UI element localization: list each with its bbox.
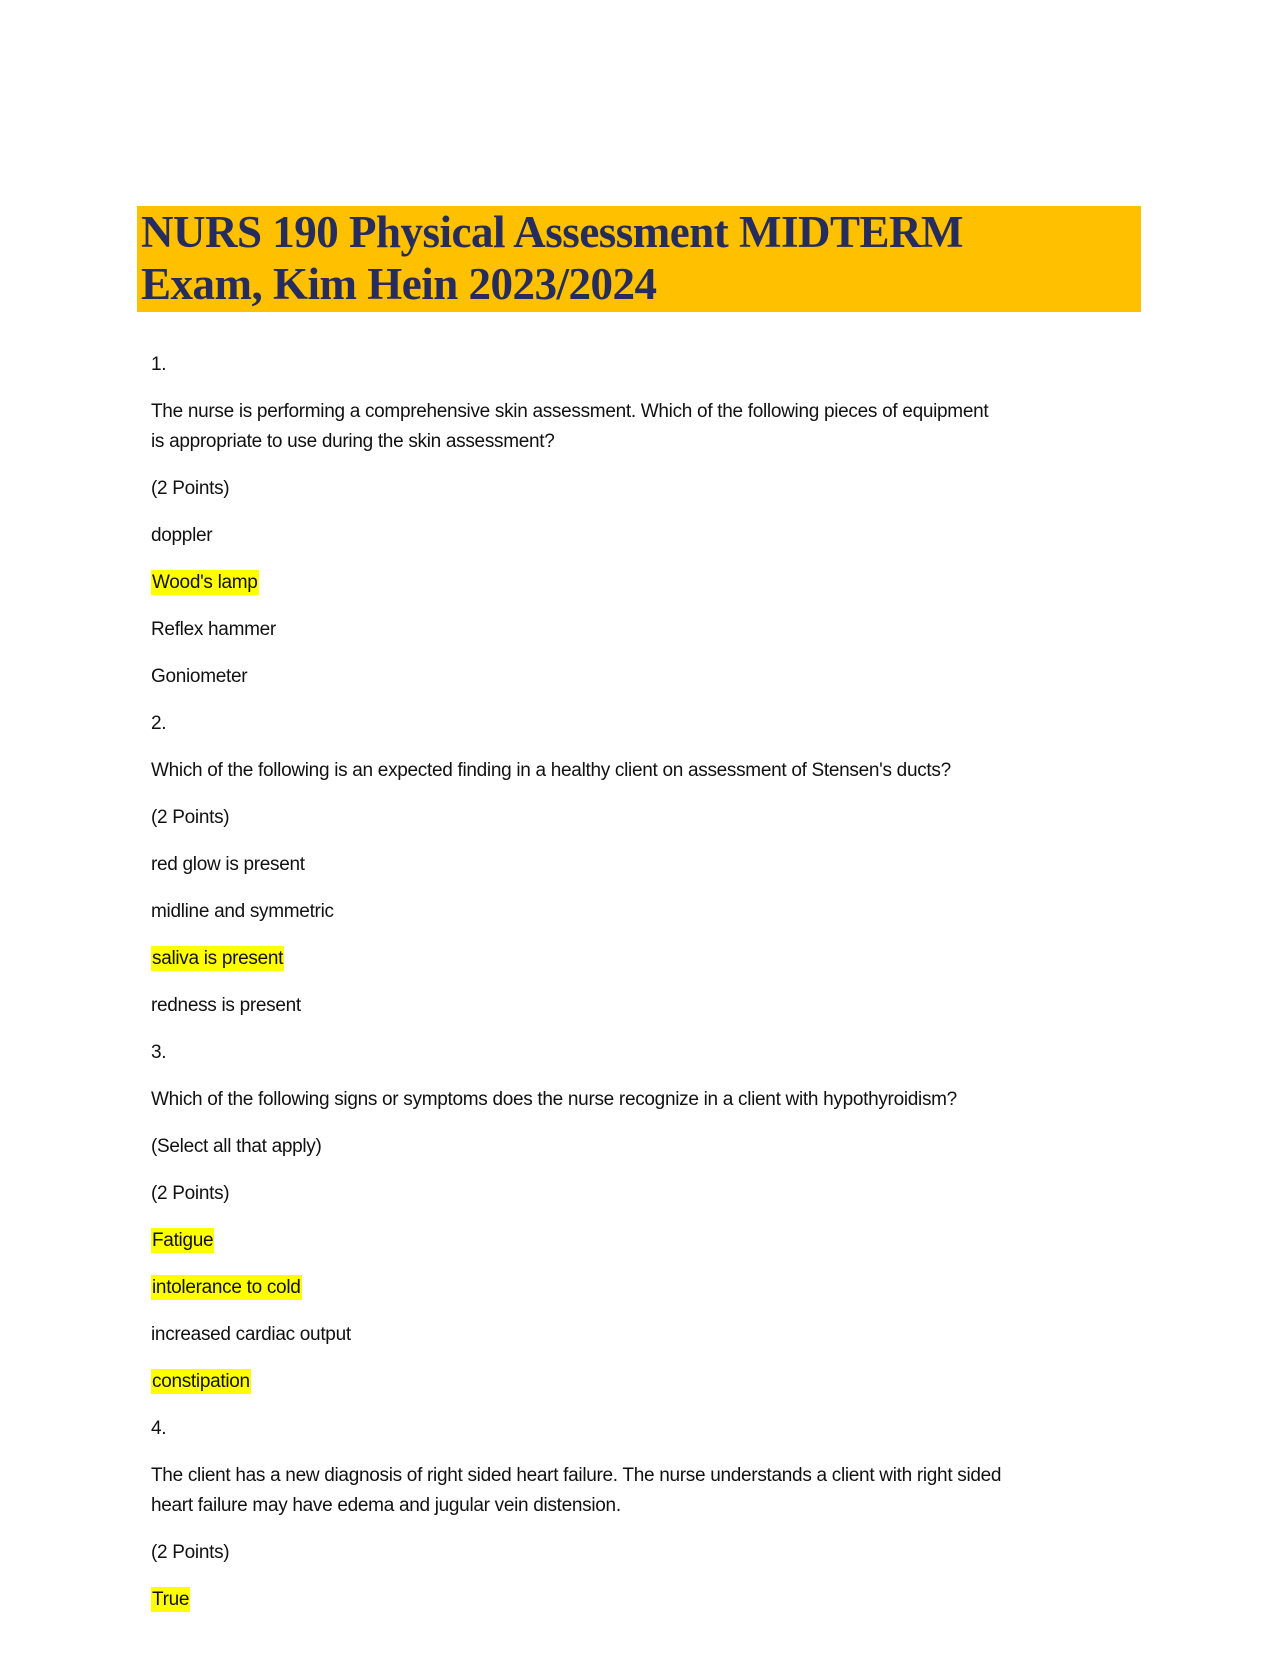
question-number: 2. bbox=[151, 713, 167, 734]
answer-option: Goniometer bbox=[151, 666, 248, 687]
title-line-2: Exam, Kim Hein 2023/2024 bbox=[141, 259, 657, 309]
question-text: Which of the following is an expected finding in a healthy client on assessment of Stensen's ducts? bbox=[151, 760, 951, 781]
question-number: 4. bbox=[151, 1418, 167, 1439]
answer-option-correct: Fatigue bbox=[152, 1230, 214, 1251]
question-number: 3. bbox=[151, 1042, 167, 1063]
question-points: (2 Points) bbox=[151, 1183, 230, 1204]
question-text: The nurse is performing a comprehensive skin assessment. Which of the following pieces of equipment is appropriate to use during the skin assessment? bbox=[151, 401, 989, 452]
document-title bbox=[141, 206, 963, 310]
answer-option: red glow is present bbox=[151, 854, 305, 875]
answer-option: doppler bbox=[151, 525, 213, 546]
question-note: (Select all that apply) bbox=[151, 1136, 322, 1157]
title-line-1: NURS 190 Physical Assessment MIDTERM bbox=[141, 207, 964, 257]
answer-option-correct: constipation bbox=[152, 1371, 250, 1392]
question-number: 1. bbox=[151, 354, 167, 375]
answer-option-correct: True bbox=[152, 1589, 190, 1610]
answer-option-correct: Wood's lamp bbox=[152, 572, 258, 593]
question-text: The client has a new diagnosis of right sided heart failure. The nurse understands a client with right sided heart failure may have edema and jugular vein distension. bbox=[151, 1465, 1002, 1516]
question-points: (2 Points) bbox=[151, 807, 230, 828]
answer-option-correct: intolerance to cold bbox=[152, 1277, 301, 1298]
answer-option: increased cardiac output bbox=[151, 1324, 351, 1345]
answer-option: Reflex hammer bbox=[151, 619, 276, 640]
answer-option-correct: saliva is present bbox=[152, 948, 284, 969]
question-points: (2 Points) bbox=[151, 478, 230, 499]
answer-option: redness is present bbox=[151, 995, 301, 1016]
question-points: (2 Points) bbox=[151, 1542, 230, 1563]
question-text: Which of the following signs or symptoms does the nurse recognize in a client with hypothyroidism? bbox=[151, 1089, 957, 1110]
question-list bbox=[151, 350, 1131, 1632]
answer-option: midline and symmetric bbox=[151, 901, 334, 922]
